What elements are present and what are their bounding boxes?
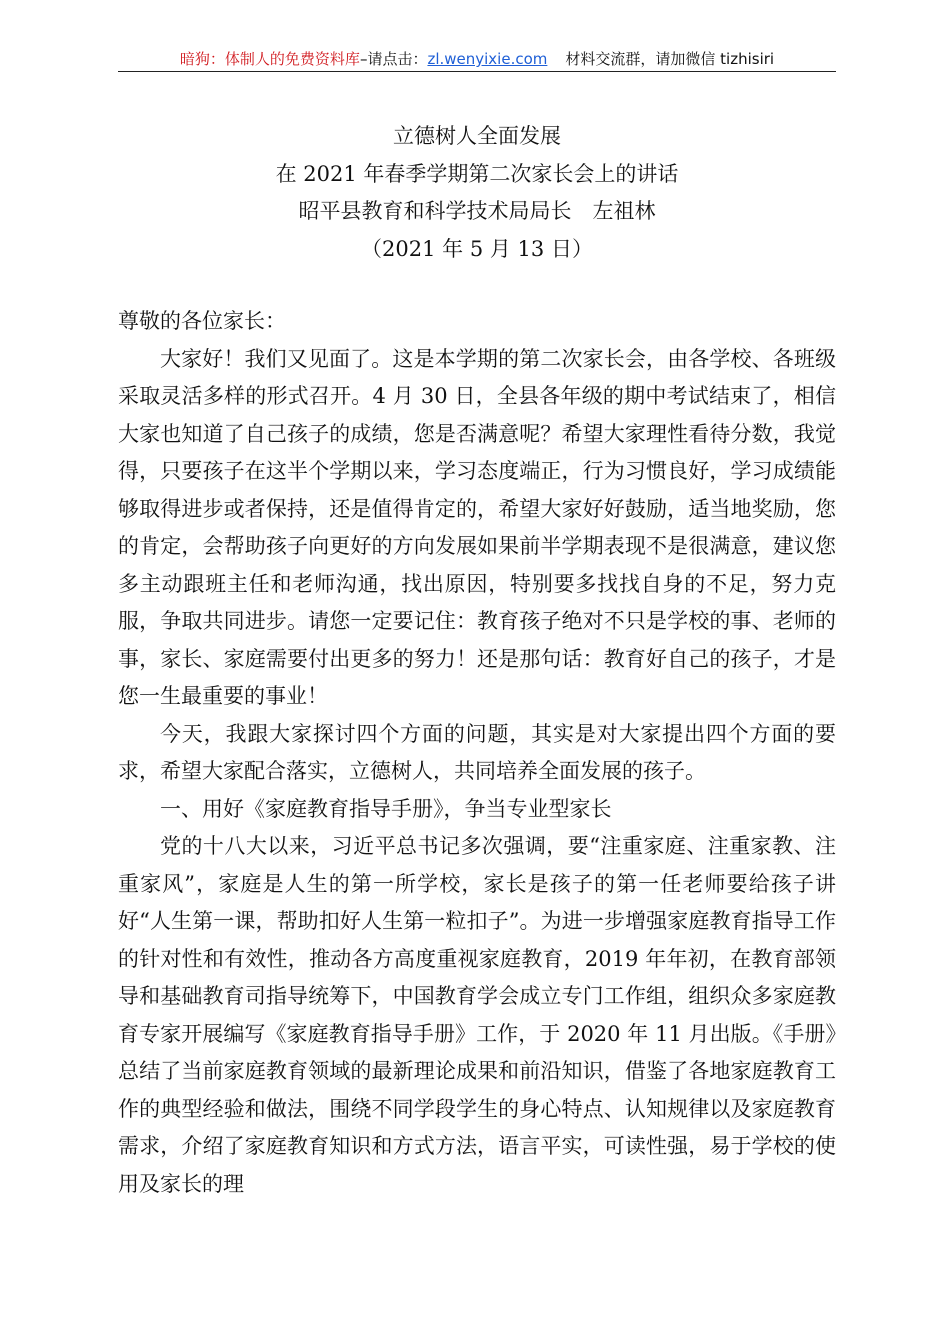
header-prompt: –请点击： (359, 50, 428, 68)
document-body (118, 303, 836, 1203)
title-block (118, 118, 836, 268)
document-title: 立德树人全面发展 (393, 124, 561, 148)
paragraph: 大家好！我们又见面了。这是本学期的第二次家长会，由各学校、各班级采取灵活多样的形式召开。4 月 30 日，全县各年级的期中考试结束了，相信大家也知道了自己孩子的成绩，您是否满意呢？希望大家理性看待分数，我觉得，只要孩子在这半个学期以来，学习态度端正，行为习惯良好，学习成绩能够取得进步或者保持，还是值得肯定的，希望大家好好鼓励，适当地奖励，您的肯定，会帮助孩子向更好的方向发展如果前半学期表现不是很满意，建议您多主动跟班主任和老师沟通，找出原因，特别要多找找自身的不足，努力克服，争取共同进步。请您一定要记住：教育孩子绝对不只是学校的事、老师的事，家长、家庭需要付出更多的努力！还是那句话：教育好自己的孩子，才是您一生最重要的事业！ (118, 346, 836, 708)
header-link[interactable]: zl.wenyixie.com (427, 50, 548, 68)
header-divider (118, 71, 836, 72)
speaker-line: 昭平县教育和科学技术局局长 左祖林 (298, 199, 656, 223)
section-heading: 一、用好《家庭教育指导手册》，争当专业型家长 (160, 796, 612, 821)
speech-date: （2021 年 5 月 13 日） (361, 236, 593, 261)
salutation: 尊敬的各位家长： (118, 309, 286, 333)
header-brand: 暗狗：体制人的免费资料库 (179, 50, 360, 68)
page-header (118, 46, 836, 72)
paragraph: 党的十八大以来，习近平总书记多次强调，要“注重家庭、注重家教、注重家风”，家庭是人生的第一所学校，家长是孩子的第一任老师要给孩子讲好“人生第一课，帮助扣好人生第一粒扣子”。为进一步增强家庭教育指导工作的针对性和有效性，推动各方高度重视家庭教育，2019 年年初，在教育部领导和基础教育司指导统筹下，中国教育学会成立专门工作组，组织众多家庭教育专家开展编写《家庭教育指导手册》工作，于 2020 年 11 月出版。《手册》总结了当前家庭教育领域的最新理论成果和前沿知识，借鉴了各地家庭教育工作的典型经验和做法，围绕不同学段学生的身心特点、认知规律以及家庭教育需求，介绍了家庭教育知识和方式方法，语言平实，可读性强，易于学校的使用及家长的理 (118, 834, 836, 1196)
header-note: 材料交流群，请加微信 tizhisiri (565, 50, 775, 68)
paragraph: 今天，我跟大家探讨四个方面的问题，其实是对大家提出四个方面的要求，希望大家配合落实，立德树人，共同培养全面发展的孩子。 (118, 721, 836, 783)
document-subtitle: 在 2021 年春季学期第二次家长会上的讲话 (275, 161, 679, 186)
